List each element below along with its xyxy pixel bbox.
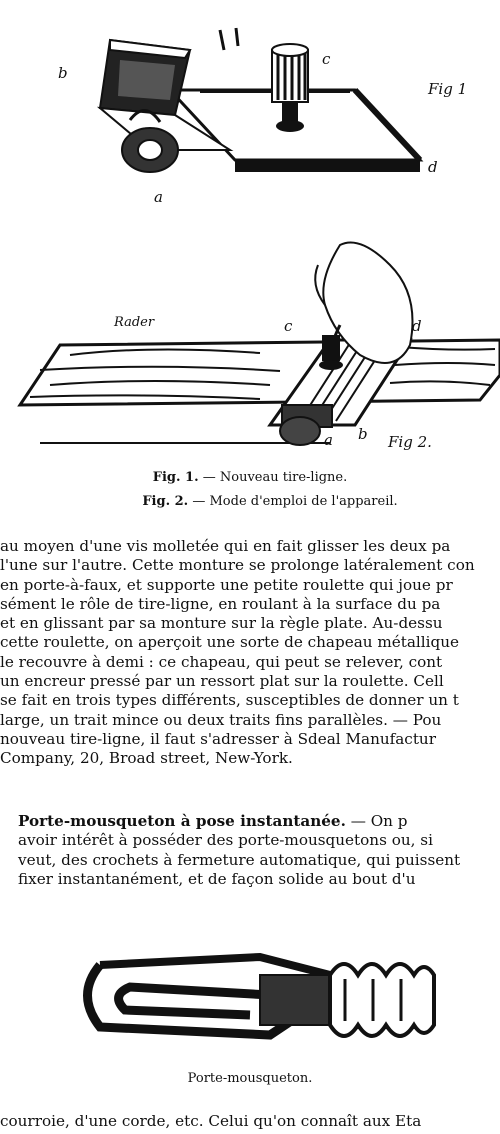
article-2-line: veut, des crochets à fermeture automatique, qui puissent bbox=[18, 850, 461, 869]
article-1-line: large, un trait mince ou deux traits fins parallèles. — Pou bbox=[0, 710, 442, 729]
fig1-caption-prefix: Fig. 1. bbox=[152, 470, 199, 485]
article-1-line: Company, 20, Broad street, New-York. bbox=[0, 749, 293, 768]
fig2-letter-a: a bbox=[324, 431, 333, 449]
article-2-line: avoir intérêt à posséder des porte-mousquetons ou, si bbox=[18, 831, 433, 850]
footer-line bbox=[0, 1112, 500, 1131]
fig2-label: Fig 2. bbox=[388, 433, 432, 451]
article-1-line: le recouvre à demi : ce chapeau, qui peut se relever, cont bbox=[0, 652, 443, 671]
fig1-letter-a: a bbox=[154, 188, 163, 206]
article-2-continued-line: courroie, d'une corde, etc. Celui qu'on connaît aux Eta bbox=[0, 1112, 422, 1130]
article-1-line: en porte-à-faux, et supporte une petite roulette qui joue pr bbox=[0, 575, 453, 594]
fig1-label: Fig 1 bbox=[428, 80, 468, 98]
figure-3-illustration bbox=[70, 935, 450, 1060]
fig1-caption-text: — Nouveau tire-ligne. bbox=[198, 470, 348, 485]
article-2-body bbox=[18, 812, 500, 889]
fig2-letter-b: b bbox=[358, 425, 368, 443]
article-1-line: l'une sur l'autre. Cette monture se prolonge latéralement con bbox=[0, 556, 475, 575]
article-2-heading-line bbox=[18, 812, 500, 831]
fig2-letter-c: c bbox=[284, 317, 293, 335]
fig3-caption: Porte-mousqueton. bbox=[187, 1071, 313, 1086]
article-1-line: cette roulette, on aperçoit une sorte de chapeau métallique bbox=[0, 633, 459, 652]
fig2-caption-prefix: Fig. 2. bbox=[142, 494, 189, 509]
article-1-line: se fait en trois types différents, susceptibles de donner un t bbox=[0, 691, 459, 710]
article-1-line: un encreur pressé par un ressort plat sur la roulette. Cell bbox=[0, 672, 444, 691]
fig2-caption-text: — Mode d'emploi de l'appareil. bbox=[188, 494, 398, 509]
fig1-letter-b: b bbox=[58, 64, 68, 82]
figure-1-illustration bbox=[0, 0, 500, 210]
figure-2-illustration bbox=[0, 225, 500, 465]
fig1-letter-c: c bbox=[322, 50, 331, 68]
article-1-line: au moyen d'une vis molletée qui en fait glisser les deux pa bbox=[0, 537, 451, 555]
fig1-caption bbox=[0, 470, 500, 485]
article-1-line: et en glissant par sa monture sur la règle plate. Au-dessu bbox=[0, 614, 443, 633]
article-1-line: sément le rôle de tire-ligne, en roulant à la surface du pa bbox=[0, 594, 441, 613]
article-1-body bbox=[0, 537, 500, 769]
fig2-caption bbox=[0, 494, 500, 509]
article-2-title: Porte-mousqueton à pose instantanée. bbox=[18, 812, 346, 830]
article-1-line: nouveau tire-ligne, il faut s'adresser à Sdeal Manufactur bbox=[0, 729, 436, 748]
fig2-letter-d: d bbox=[412, 317, 422, 335]
fig1-letter-d: d bbox=[428, 158, 438, 176]
article-2-line: fixer instantanément, et de façon solide au bout d'u bbox=[18, 869, 416, 888]
article-2-title-rest: — On p bbox=[345, 812, 408, 830]
fig2-ruler-word: Rader bbox=[114, 315, 155, 330]
